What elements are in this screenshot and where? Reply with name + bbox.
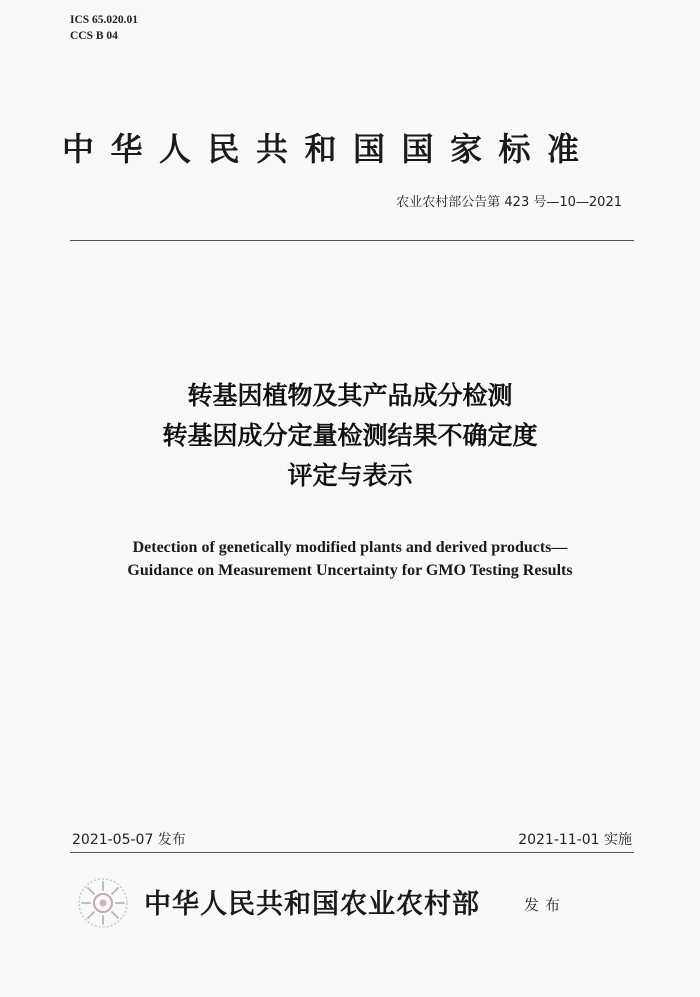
- chinese-title: [0, 376, 700, 496]
- publisher-suffix: 发布: [524, 896, 567, 914]
- ministry-emblem-icon: [76, 876, 130, 930]
- english-title: [0, 536, 700, 582]
- chinese-title-line-2: 转基因成分定量检测结果不确定度: [162, 421, 538, 450]
- standard-number: 农业农村部公告第 423 号—10—2021: [396, 195, 622, 210]
- ccs-code: CCS B 04: [70, 30, 118, 42]
- implementation-date: 2021-11-01 实施: [518, 832, 632, 848]
- header-divider: [70, 240, 634, 241]
- standard-type-title: 中华人民共和国国家标准: [62, 130, 596, 168]
- publisher-name: 中华人民共和国农业农村部: [144, 889, 480, 920]
- chinese-title-line-3: 评定与表示: [287, 461, 413, 490]
- classification-codes: [70, 12, 138, 44]
- footer-divider: [70, 852, 634, 853]
- english-title-line-2: Guidance on Measurement Uncertainty for GMO Testing Results: [127, 562, 573, 579]
- english-title-line-1: Detection of genetically modified plants and derived products—: [132, 539, 568, 556]
- issue-date: 2021-05-07 发布: [72, 832, 186, 848]
- chinese-title-line-1: 转基因植物及其产品成分检测: [187, 381, 513, 410]
- ics-code: ICS 65.020.01: [70, 14, 139, 26]
